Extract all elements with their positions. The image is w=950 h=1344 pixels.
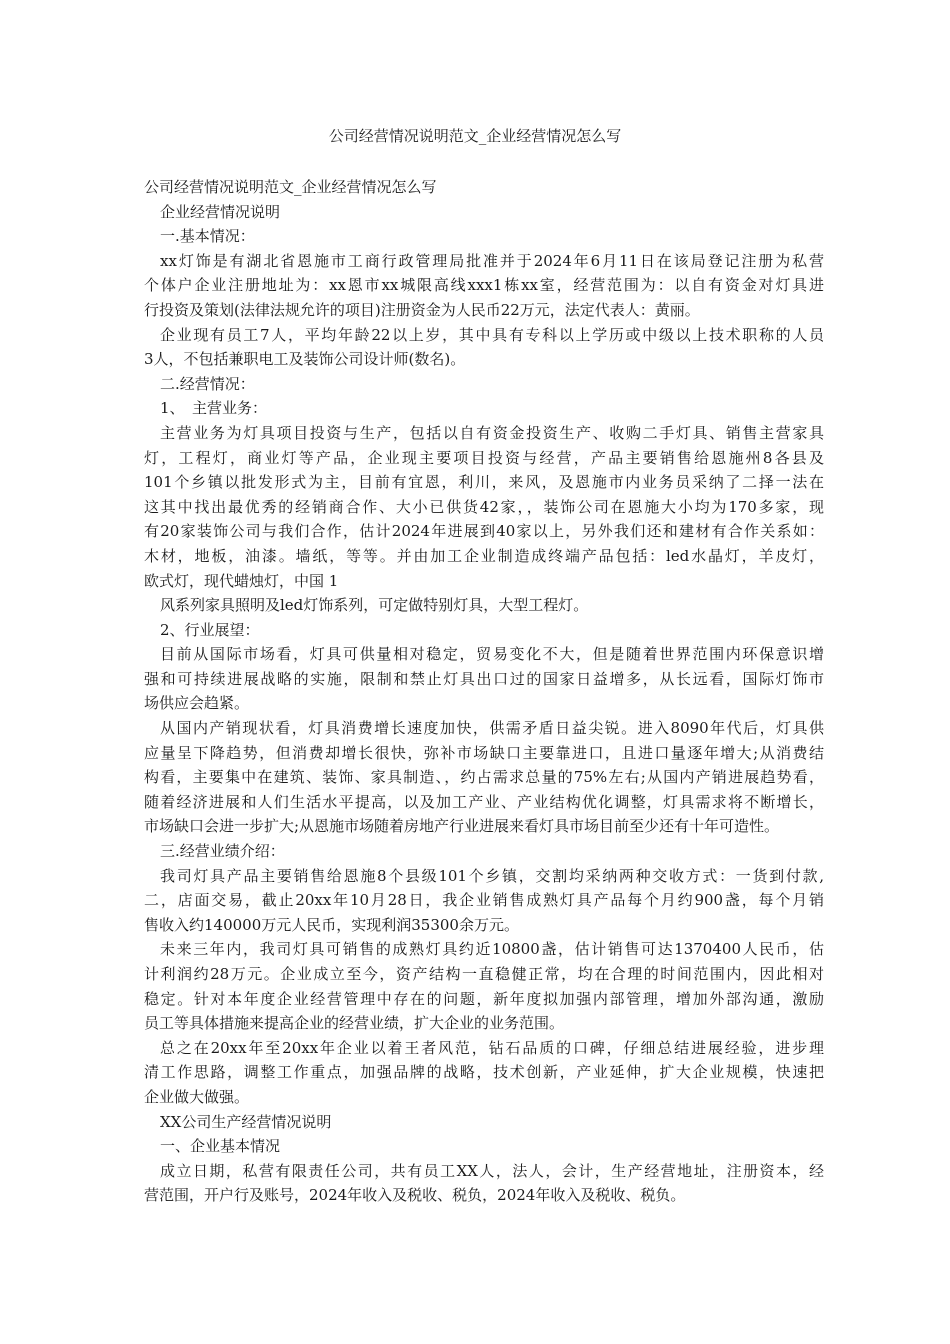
text-line: 风系列家具照明及led灯饰系列，可定做特别灯具，大型工程灯。 bbox=[160, 596, 589, 615]
text-line: 二，店面交易，截止20xx年10月28日，我企业销售成熟灯具产品每个月约900盏，每个月销 bbox=[144, 891, 824, 910]
text-line: 营范围，开户行及账号，2024年收入及税收、税负，2024年收入及税收、税负。 bbox=[144, 1186, 686, 1205]
text-line: xx灯饰是有湖北省恩施市工商行政管理局批准并于2024年6月11日在该局登记注册为私营 bbox=[160, 251, 824, 270]
text-line: 构看，主要集中在建筑、装饰、家具制造、，约占需求总量的75%左右;从国内产销进展趋势看， bbox=[144, 768, 824, 787]
text-line: 1、 主营业务： bbox=[160, 399, 268, 418]
text-line: 101个乡镇以批发形式为主，目前有宜恩，利川，来风，及恩施市内业务员采纳了二择一法在 bbox=[144, 473, 824, 492]
text-line: 主营业务为灯具项目投资与生产，包括以自有资金投资生产、收购二手灯具、销售主营家具 bbox=[160, 423, 824, 442]
text-line: 售收入约140000万元人民币，实现利润35300余万元。 bbox=[144, 915, 519, 934]
text-line: 未来三年内，我司灯具可销售的成熟灯具约近10800盏，估计销售可达1370400人民币，估 bbox=[160, 940, 824, 959]
text-line: 从国内产销现状看，灯具消费增长速度加快，供需矛盾日益尖锐。进入8090年代后，灯具供 bbox=[160, 719, 824, 738]
text-line: 员工等具体措施来提高企业的经营业绩，扩大企业的业务范围。 bbox=[144, 1014, 565, 1033]
text-line: 成立日期，私营有限责任公司，共有员工XX人，法人，会计，生产经营地址，注册资本，经 bbox=[160, 1161, 824, 1180]
text-line: 欧式灯，现代蜡烛灯，中国 1 bbox=[144, 571, 339, 590]
text-line: 企业经营情况说明 bbox=[160, 202, 281, 221]
text-line: 有20家装饰公司与我们合作，估计2024年进展到40家以上，另外我们还和建材有合作关系如： bbox=[144, 522, 824, 541]
text-line: 市场缺口会进一步扩大;从恩施市场随着房地产行业进展来看灯具市场目前至少还有十年可造性。 bbox=[144, 817, 780, 836]
text-line: XX公司生产经营情况说明 bbox=[160, 1112, 332, 1131]
text-line: 灯，工程灯，商业灯等产品，企业现主要项目投资与经营，产品主要销售给恩施州8各县及 bbox=[144, 448, 824, 467]
text-line: 一.基本情况： bbox=[160, 227, 255, 246]
text-line: 应量呈下降趋势，但消费却增长很快，弥补市场缺口主要靠进口，且进口量逐年增大;从消费结 bbox=[144, 743, 824, 762]
document-body bbox=[144, 175, 824, 1208]
text-line: 企业现有员工7人，平均年龄22以上岁，其中具有专科以上学历或中级以上技术职称的人员 bbox=[160, 325, 824, 344]
text-line: 总之在20xx年至20xx年企业以着王者风范，钻石品质的口碑，仔细总结进展经验，进步理 bbox=[160, 1038, 824, 1057]
text-line: 清工作思路，调整工作重点，加强品牌的战略，技术创新，产业延伸，扩大企业规模，快速把 bbox=[144, 1063, 824, 1082]
text-line: 三.经营业绩介绍： bbox=[160, 842, 285, 861]
text-line: 3人，不包括兼职电工及装饰公司设计师(数名)。 bbox=[144, 350, 466, 369]
text-line: 企业做大做强。 bbox=[144, 1087, 250, 1106]
text-line: 2、行业展望： bbox=[160, 620, 260, 639]
text-line: 随着经济进展和人们生活水平提高，以及加工产业、产业结构优化调整，灯具需求将不断增长， bbox=[144, 792, 824, 811]
text-line: 我司灯具产品主要销售给恩施8个县级101个乡镇，交割均采纳两种交收方式：一货到付款, bbox=[160, 866, 824, 885]
text-line: 这其中找出最优秀的经销商合作、大小已供货42家，，装饰公司在恩施大小均为170多家，现 bbox=[144, 497, 824, 516]
text-line: 目前从国际市场看，灯具可供量相对稳定，贸易变化不大，但是随着世界范围内环保意识增 bbox=[160, 645, 824, 664]
text-line: 一、企业基本情况 bbox=[160, 1137, 281, 1156]
text-line: 稳定。针对本年度企业经营管理中存在的问题，新年度拟加强内部管理，增加外部沟通，激励 bbox=[144, 989, 824, 1008]
text-line: 公司经营情况说明范文_企业经营情况怎么写 bbox=[144, 178, 437, 196]
page-title: 公司经营情况说明范文_企业经营情况怎么写 bbox=[328, 127, 622, 145]
text-line: 二.经营情况： bbox=[160, 374, 255, 393]
text-line: 木材，地板，油漆。墙纸，等等。并由加工企业制造成终端产品包括：led水晶灯，羊皮灯， bbox=[144, 546, 824, 565]
text-line: 场供应会趋紧。 bbox=[144, 694, 250, 713]
text-line: 行投资及策划(法律法规允许的项目)注册资金为人民币22万元，法定代表人：黄丽。 bbox=[144, 300, 700, 319]
text-line: 个体户企业注册地址为：xx恩市xx城限高线xxx1栋xx室，经营范围为：以自有资金对灯具进 bbox=[144, 276, 824, 295]
text-line: 计利润约28万元。企业成立至今，资产结构一直稳健正常，均在合理的时间范围内，因此相对 bbox=[144, 965, 824, 983]
text-line: 强和可持续进展战略的实施，限制和禁止灯具出口过的国家日益增多，从长远看，国际灯饰市 bbox=[144, 669, 824, 688]
